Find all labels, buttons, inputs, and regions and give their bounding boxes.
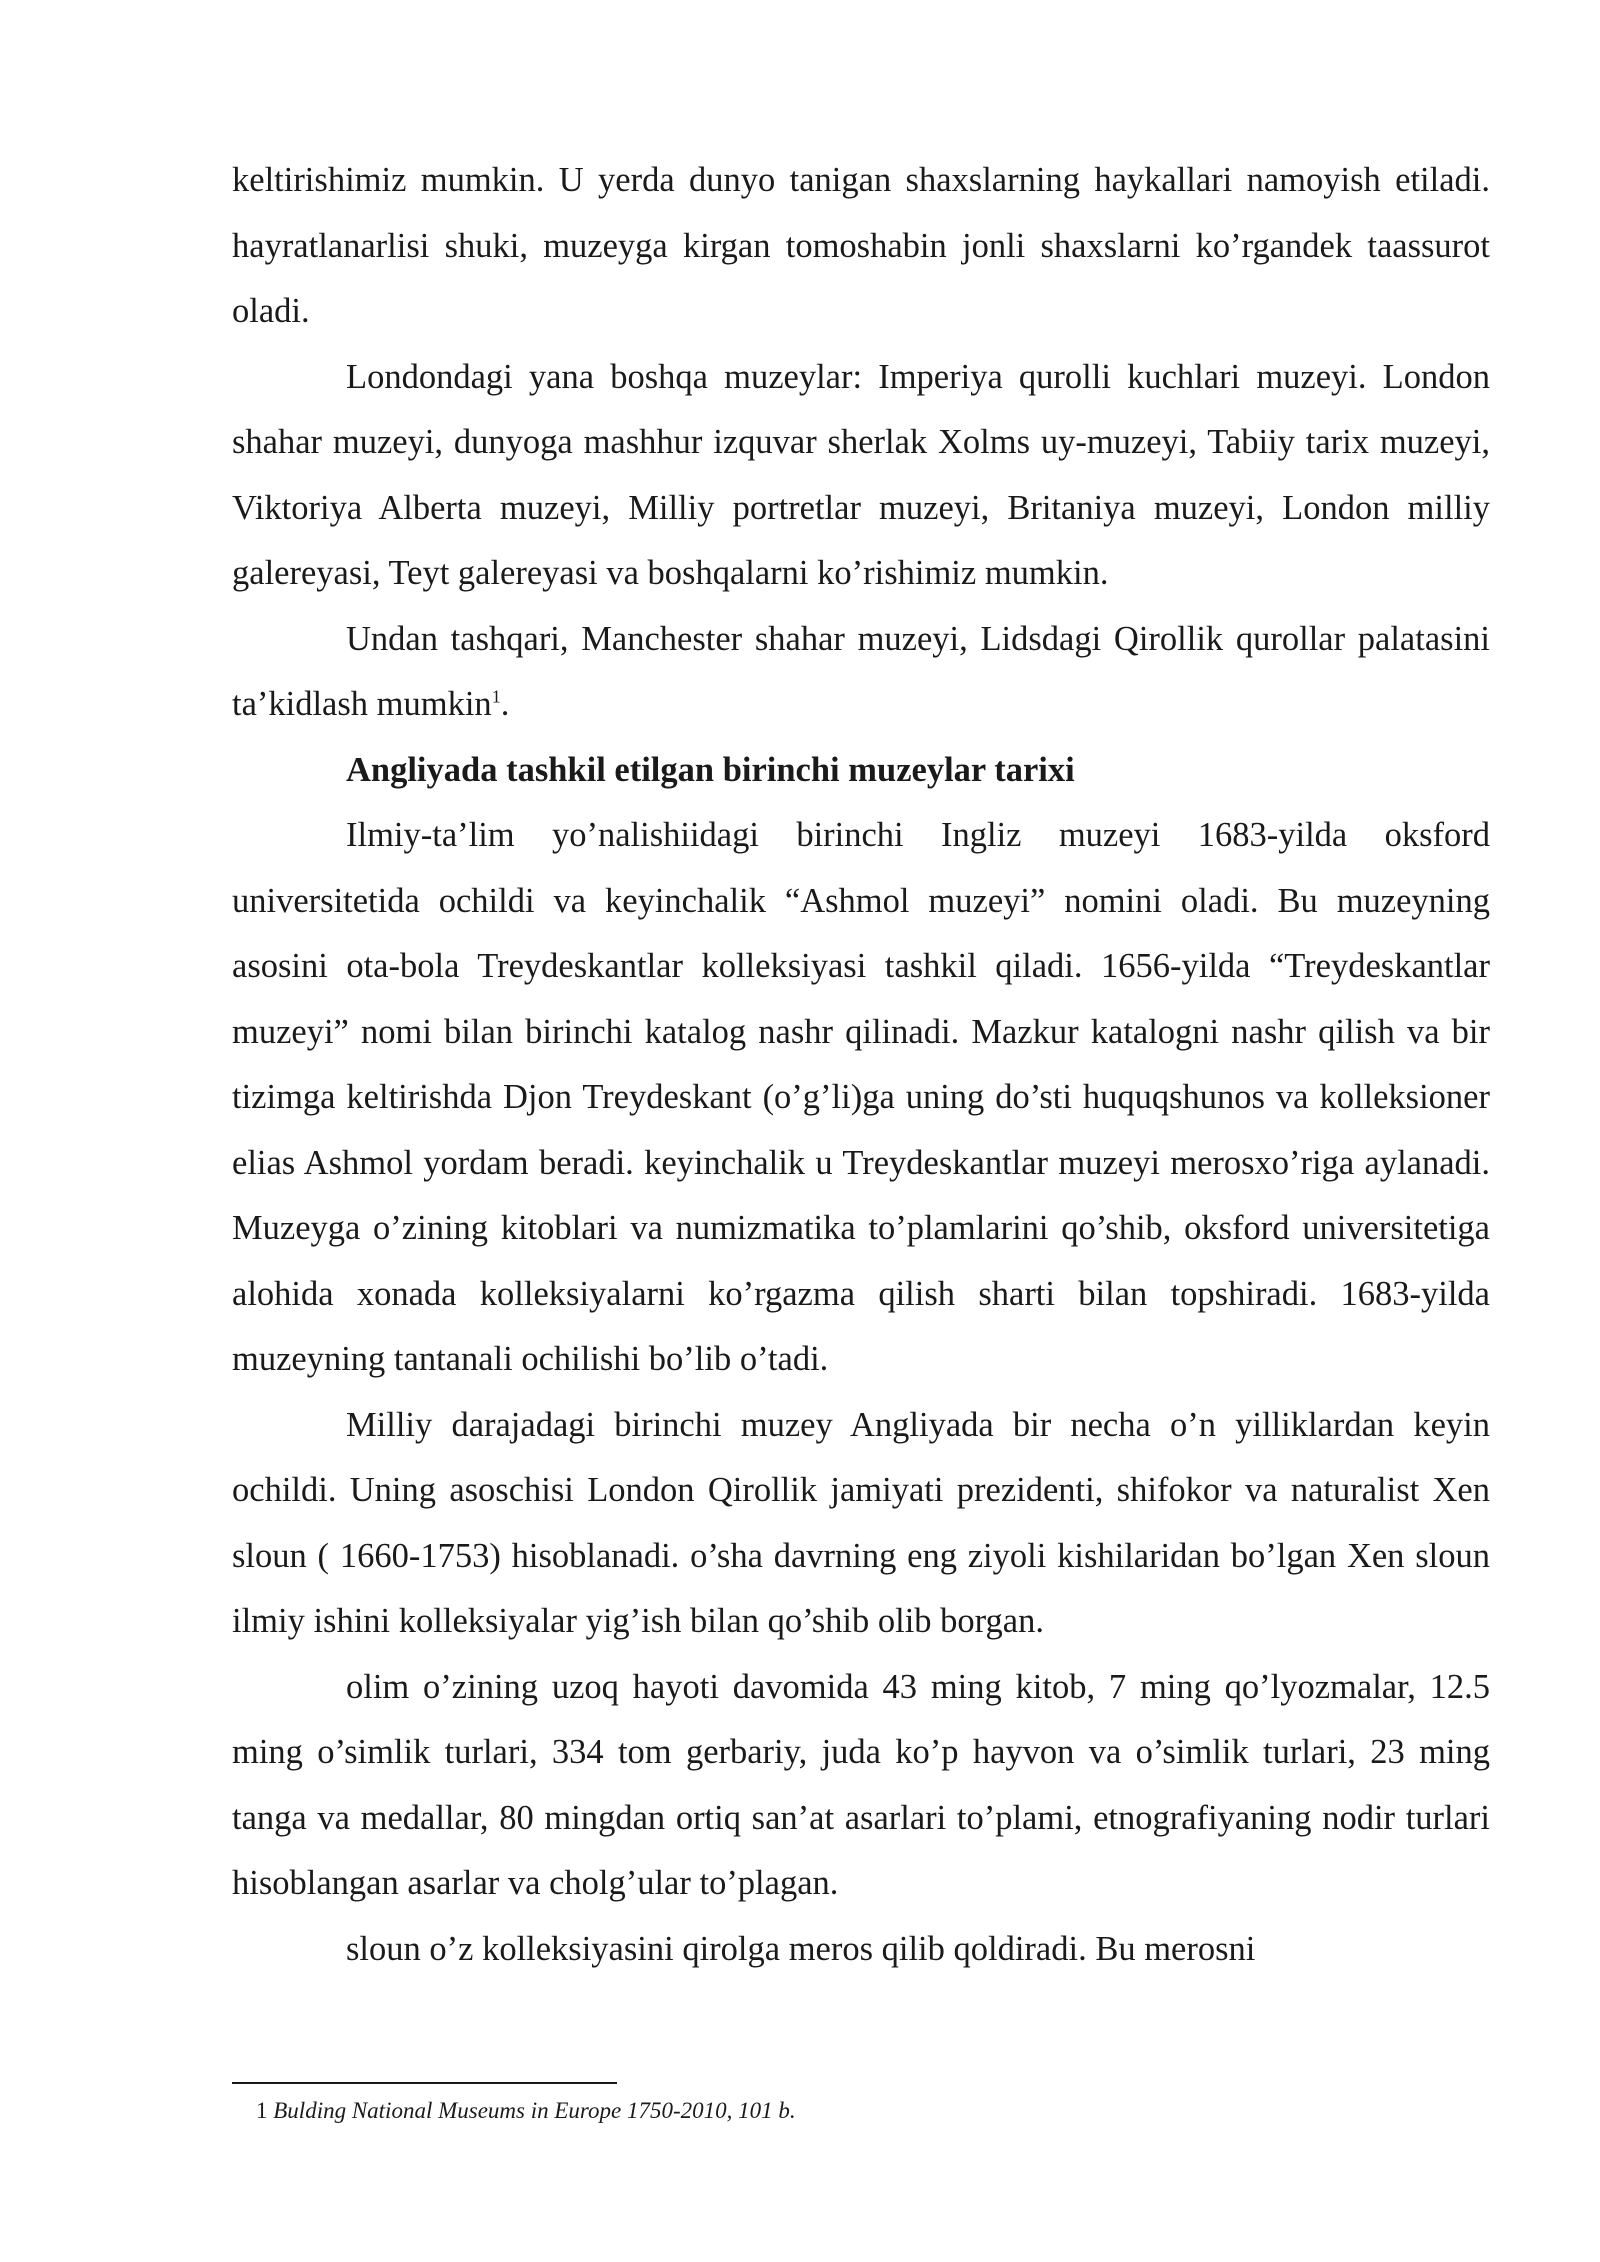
section-heading: Angliyada tashkil etilgan birinchi muzeylar tarixi [346,750,1075,789]
paragraph-national-museum: Milliy darajadagi birinchi muzey Angliyada bir necha o’n yilliklardan keyin ochildi. Uning asoschisi London Qirollik jamiyati prezidenti, shifokor va naturalist Xen sloun ( 1660-1753) hisoblanadi. o’sha davrning eng ziyoli kishilaridan bo’lgan Xen sloun ilmiy ishini kolleksiyalar yig’ish bilan qo’shib olib borgan. [232,1405,1490,1640]
footnote-source: Bulding National Museums in Europe 1750-2010, 101 b. [273,2098,796,2123]
paragraph-collection: olim o’zining uzoq hayoti davomida 43 ming kitob, 7 ming qo’lyozmalar, 12.5 ming o’simlik turlari, 334 tom gerbariy, juda ko’p hayvon va o’simlik turlari, 23 ming tanga va medallar, 80 mingdan ortiq san’at asarlari to’plami, etnografiyaning nodir turlari hisoblangan asarlar va cholg’ular to’plagan. [232,1667,1490,1902]
footnote-divider [232,2082,617,2084]
paragraph-other-museums [232,607,1490,738]
paragraph-text: Undan tashqari, Manchester shahar muzeyi, Lidsdagi Qirollik qurollar palatasini ta’kidlash mumkin [232,619,1490,723]
paragraph-legacy: sloun o’z kolleksiyasini qirolga meros qilib qoldiradi. Bu merosni [346,1929,1256,1968]
paragraph-london-museums: Londondagi yana boshqa muzeylar: Imperiya qurolli kuchlari muzeyi. London shahar muzeyi, dunyoga mashhur izquvar sherlak Xolms uy-muzeyi, Tabiiy tarix muzeyi, Viktoriya Alberta muzeyi, Milliy portretlar muzeyi, Britaniya muzeyi, London milliy galereyasi, Teyt galereyasi va boshqalarni ko’rishimiz mumkin. [232,357,1490,592]
footnote-reference: 1 [491,686,501,707]
paragraph-ashmolean: Ilmiy-ta’lim yo’nalishiidagi birinchi Ingliz muzeyi 1683-yilda oksford universitetida ochildi va keyinchalik “Ashmol muzeyi” nomini oladi. Bu muzeyning asosini ota-bola Treydeskantlar kolleksiyasi tashkil qiladi. 1656-yilda “Treydeskantlar muzeyi” nomi bilan birinchi katalog nashr qilinadi. Mazkur katalogni nashr qilish va bir tizimga keltirishda Djon Treydeskant (o’g’li)ga uning do’sti huquqshunos va kolleksioner elias Ashmol yordam beradi. keyinchalik u Treydeskantlar muzeyi merosxo’riga aylanadi. Muzeyga o’zining kitoblari va numizmatika to’plamlarini qo’shib, oksford universitetiga alohida xonada kolleksiyalarni ko’rgazma qilish sharti bilan topshiradi. 1683-yilda muzeyning tantanali ochilishi bo’lib o’tadi. [232,816,1490,1378]
paragraph-tail: . [500,685,510,723]
footnote [256,2096,796,2126]
footnote-number: 1 [256,2098,268,2123]
document-page [232,148,1490,1982]
paragraph-continuation: keltirishimiz mumkin. U yerda dunyo tanigan shaxslarning haykallari namoyish etiladi. hayratlanarlisi shuki, muzeyga kirgan tomoshabin jonli shaxslarni ko’rgandek taassurot oladi. [232,161,1490,330]
